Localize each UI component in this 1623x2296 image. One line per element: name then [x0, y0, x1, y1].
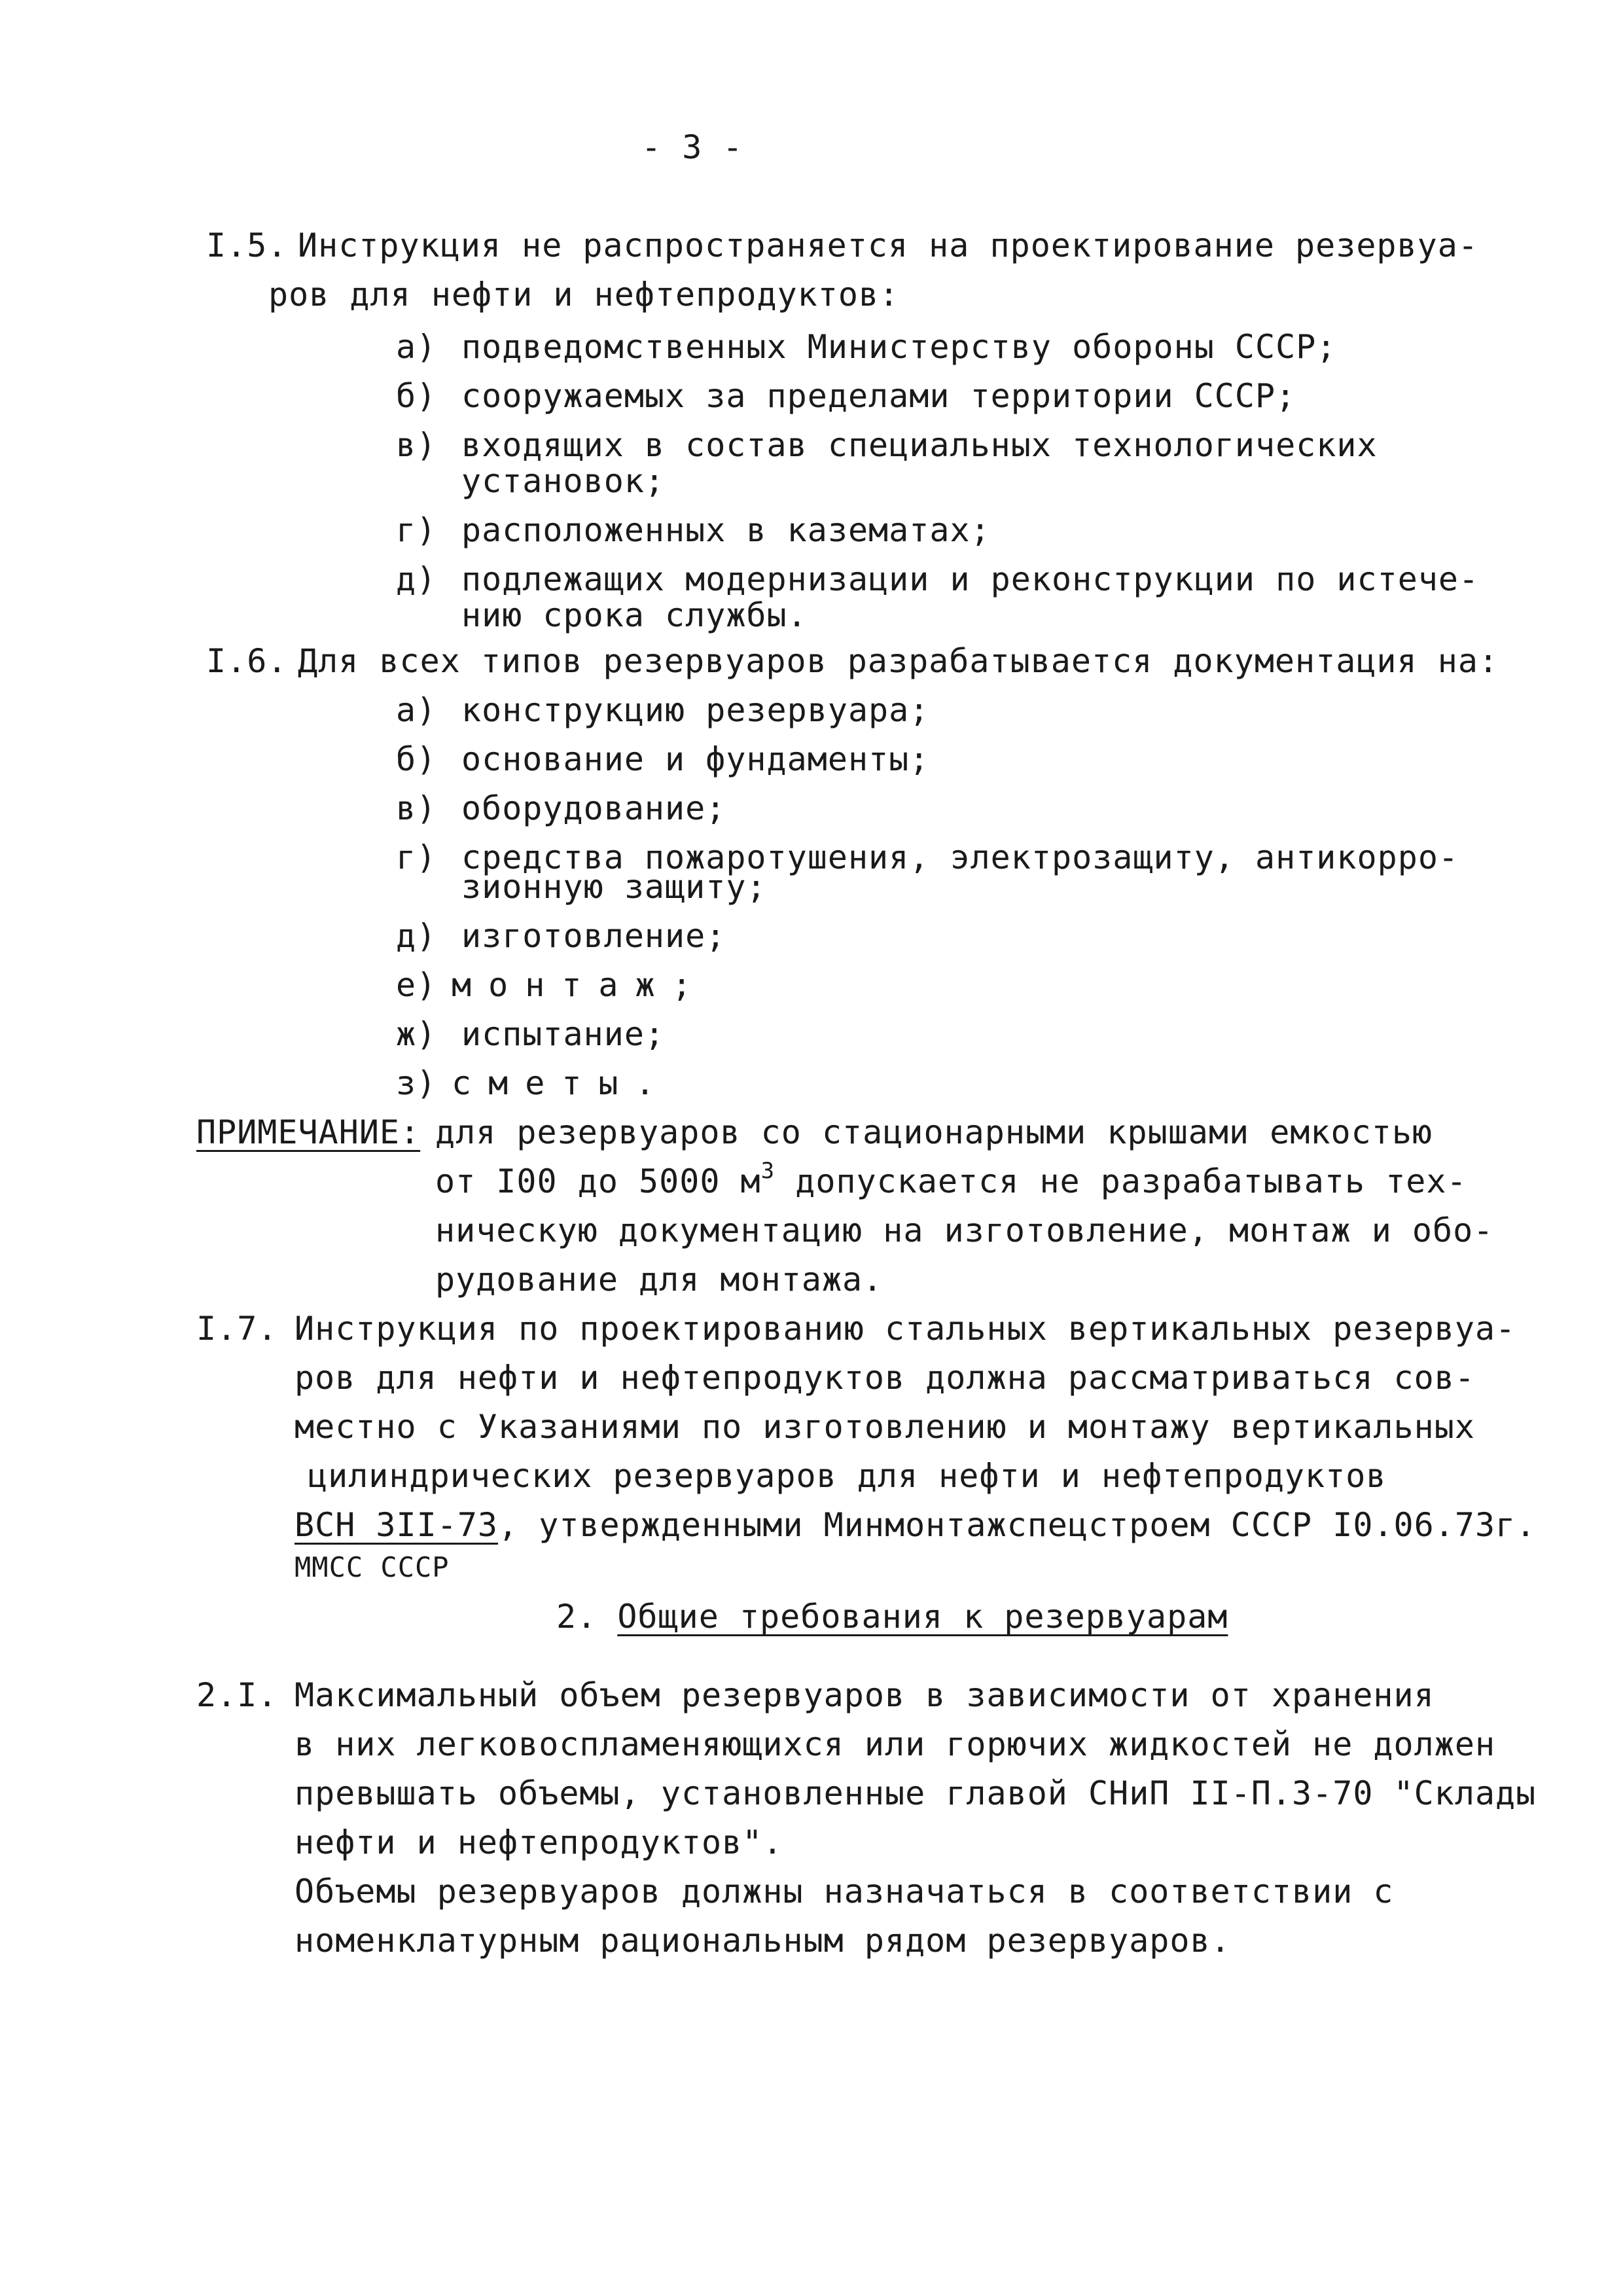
clause-1-5-text-line: ров для нефти и нефтепродуктов: — [268, 276, 900, 314]
list-marker: г) — [396, 511, 437, 549]
list-item-text: монтаж; — [452, 966, 709, 1004]
list-marker: ж) — [396, 1015, 437, 1053]
list-item-text: сооружаемых за пределами территории СССР; — [461, 377, 1296, 415]
list-marker: в) — [396, 789, 437, 827]
list-marker: е) — [396, 966, 437, 1004]
list-item-text: подведомственных Министерству обороны СССР; — [461, 328, 1337, 366]
note-text-line: рудование для монтажа. — [435, 1261, 883, 1299]
list-marker: б) — [396, 377, 437, 415]
list-marker: з) — [396, 1064, 437, 1102]
clause-2-1-text-line: в них легковоспламеняющихся или горючих жидкостей не должен — [294, 1725, 1496, 1763]
clause-1-7-text-line: Инструкция по проектированию стальных вертикальных резервуа- — [294, 1310, 1516, 1348]
list-item-text: испытание; — [461, 1015, 666, 1053]
page-number: - 3 - — [641, 128, 743, 166]
clause-1-7-text-line: цилиндрических резервуаров для нефти и нефтепродуктов — [308, 1457, 1387, 1495]
approval-text: , утвержденными Минмонтажспецстроем СССР I0.06.73г. — [498, 1506, 1537, 1544]
list-marker: д) — [396, 917, 437, 955]
clause-1-5-text-line: Инструкция не распространяется на проектирование резервуа- — [298, 226, 1478, 264]
clause-2-1-text-line: нефти и нефтепродуктов". — [294, 1823, 783, 1861]
note-volume-text: от I00 до 5000 м — [435, 1162, 761, 1200]
clause-2-1-text-line: номенклатурным рациональным рядом резервуаров. — [294, 1922, 1231, 1960]
vsn-code: ВСН 3II-73 — [294, 1506, 499, 1544]
list-item-text: сметы. — [452, 1064, 672, 1102]
list-item-text: установок; — [461, 462, 666, 500]
section-number: 2. — [556, 1598, 597, 1636]
note-text-line — [435, 1158, 1467, 1201]
clause-1-6-text-line: Для всех типов резервуаров разрабатывается документация на: — [298, 642, 1499, 680]
list-marker: д) — [396, 560, 437, 598]
clause-number-2-1: 2.I. — [196, 1676, 278, 1714]
clause-2-1-text-line: Объемы резервуаров должны назначаться в соответствии с — [294, 1873, 1394, 1910]
list-marker: а) — [396, 691, 437, 729]
list-marker: г) — [396, 838, 437, 876]
list-item-text: конструкцию резервуара; — [461, 691, 930, 729]
list-item-text: подлежащих модернизации и реконструкции по истече- — [461, 560, 1480, 598]
clause-1-7-text-line: местно с Указаниями по изготовлению и монтажу вертикальных — [294, 1408, 1475, 1446]
list-item-text: расположенных в казематах; — [461, 511, 991, 549]
clause-1-7-text-line: ММСС СССР — [294, 1551, 450, 1583]
clause-number-1-5: I.5. — [206, 226, 288, 264]
list-marker: в) — [396, 426, 437, 464]
list-item-text: нию срока службы. — [461, 596, 808, 634]
clause-number-1-7: I.7. — [196, 1310, 278, 1348]
list-item-text: средства пожаротушения, электрозащиту, антикорро- — [461, 838, 1459, 876]
clause-number-1-6: I.6. — [206, 642, 288, 680]
clause-2-1-text-line: превышать объемы, установленные главой СНиП II-П.3-70 "Склады — [294, 1774, 1537, 1812]
note-text-line: ническую документацию на изготовление, монтаж и обо- — [435, 1211, 1494, 1249]
section-heading — [556, 1597, 1228, 1636]
clause-2-1-text-line: Максимальный объем резервуаров в зависимости от хранения — [294, 1676, 1435, 1714]
note-label: ПРИМЕЧАНИЕ: — [196, 1113, 421, 1151]
list-item-text: изготовление; — [461, 917, 726, 955]
list-item-text: оборудование; — [461, 789, 726, 827]
list-marker: а) — [396, 328, 437, 366]
section-title: Общие требования к резервуарам — [617, 1598, 1228, 1636]
note-text-continuation: допускается не разрабатывать тех- — [775, 1162, 1467, 1200]
clause-1-7-text-line — [294, 1505, 1536, 1545]
list-item-text: основание и фундаменты; — [461, 740, 930, 778]
note-text-line: для резервуаров со стационарными крышами емкостью — [435, 1113, 1433, 1151]
clause-1-7-text-line: ров для нефти и нефтепродуктов должна рассматриваться сов- — [294, 1359, 1475, 1397]
list-item-text: зионную защиту; — [461, 868, 767, 906]
superscript-exponent: 3 — [760, 1158, 776, 1184]
list-marker: б) — [396, 740, 437, 778]
list-item-text: входящих в состав специальных технологических — [461, 426, 1378, 464]
